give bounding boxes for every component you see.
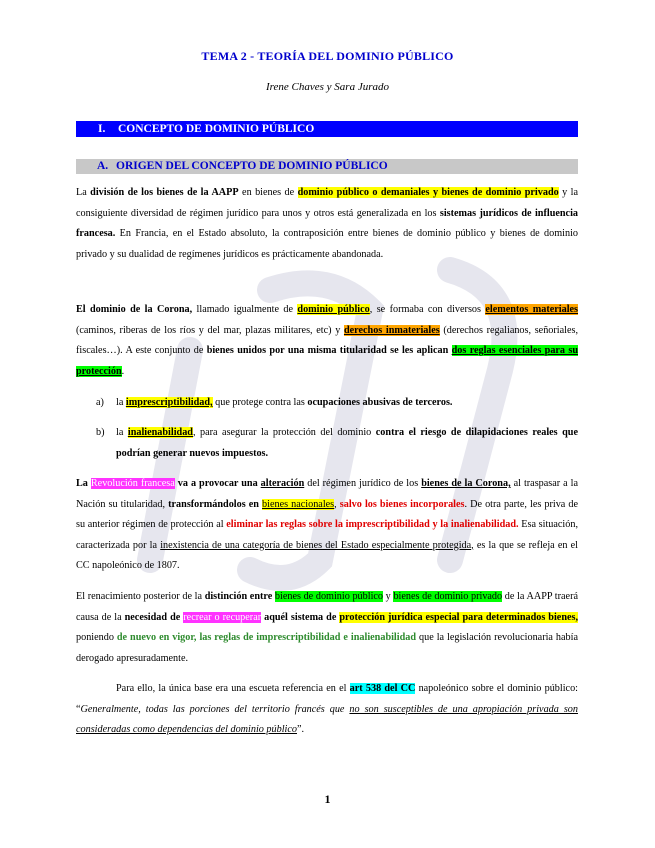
- list-item-b: b) la inalienabilidad, para asegurar la protección del dominio contra el riesgo de dilapidaciones reales que podrían generar nuevos impuestos.: [96, 423, 578, 464]
- document-title: TEMA 2 - TEORÍA DEL DOMINIO PÚBLICO: [201, 49, 454, 63]
- paragraph-2: El dominio de la Corona, llamado igualmente de dominio público, se formaba con diversos elementos materiales (caminos, riberas de los ríos y del mar, plazas militares, etc) y derechos inmateriales (derechos regalianos, señoriales, fiscales…). A este conjunto de bienes unidos por una misma titularidad se les aplican dos reglas esenciales para su protección.: [76, 304, 579, 377]
- subsection-label: ORIGEN DEL CONCEPTO DE DOMINIO PÚBLICO: [116, 160, 388, 172]
- document-authors: Irene Chaves y Sara Jurado: [265, 81, 389, 93]
- list-item-label: a): [96, 397, 104, 408]
- subsection-heading-a: [76, 159, 578, 174]
- paragraph-4: El renacimiento posterior de la distinción entre bienes de dominio público y bienes de dominio privado de la AAPP traerá causa de la necesidad de recrear o recuperar aquél sistema de protección jurídica especial para determinados bienes, poniendo de nuevo en vigor, las reglas de imprescriptibilidad e inalienabilidad que la legislación revolucionaria había derogado apresuradamente.: [76, 591, 579, 664]
- section-label: CONCEPTO DE DOMINIO PÚBLICO: [118, 123, 315, 135]
- page-number: 1: [324, 792, 331, 806]
- paragraph-1: La división de los bienes de la AAPP en bienes de dominio público o demaniales y bienes de dominio privado y la consiguiente diversidad de régimen jurídico para unos y otros está generalizada en los sistemas jurídicos de influencia francesa. En Francia, en el Estado absoluto, la contraposición entre bienes de dominio público y bienes de dominio privado y su dualidad de regímenes jurídicos es prácticamente abandonada.: [76, 187, 579, 260]
- subsection-number: A.: [97, 160, 109, 172]
- list-item-label: b): [96, 427, 105, 438]
- paragraph-5: Para ello, la única base era una escueta referencia en el art 538 del CC napoleónico sobre el dominio público: “Generalmente, todas las porciones del territorio francés que no son susceptibles de una apropiación privada son consideradas como dependencias del dominio público”.: [76, 683, 578, 735]
- section-heading-1: [76, 121, 578, 137]
- section-number: I.: [98, 123, 106, 135]
- list-item-a: a) la imprescriptibilidad, que protege contra las ocupaciones abusivas de terceros.: [96, 393, 578, 414]
- paragraph-3: La Revolución francesa va a provocar una alteración del régimen jurídico de los bienes de la Corona, al traspasar a la Nación su titularidad, transformándolos en bienes nacionales, salvo los bienes incorporales. De otra parte, les priva de su anterior régimen de protección al eliminar las reglas sobre la imprescriptibilidad y la inalienabilidad. Esa situación, caracterizada por la inexistencia de una categoría de bienes del Estado especialmente protegida, es la que se refleja en el CC napoleónico de 1807.: [76, 478, 579, 571]
